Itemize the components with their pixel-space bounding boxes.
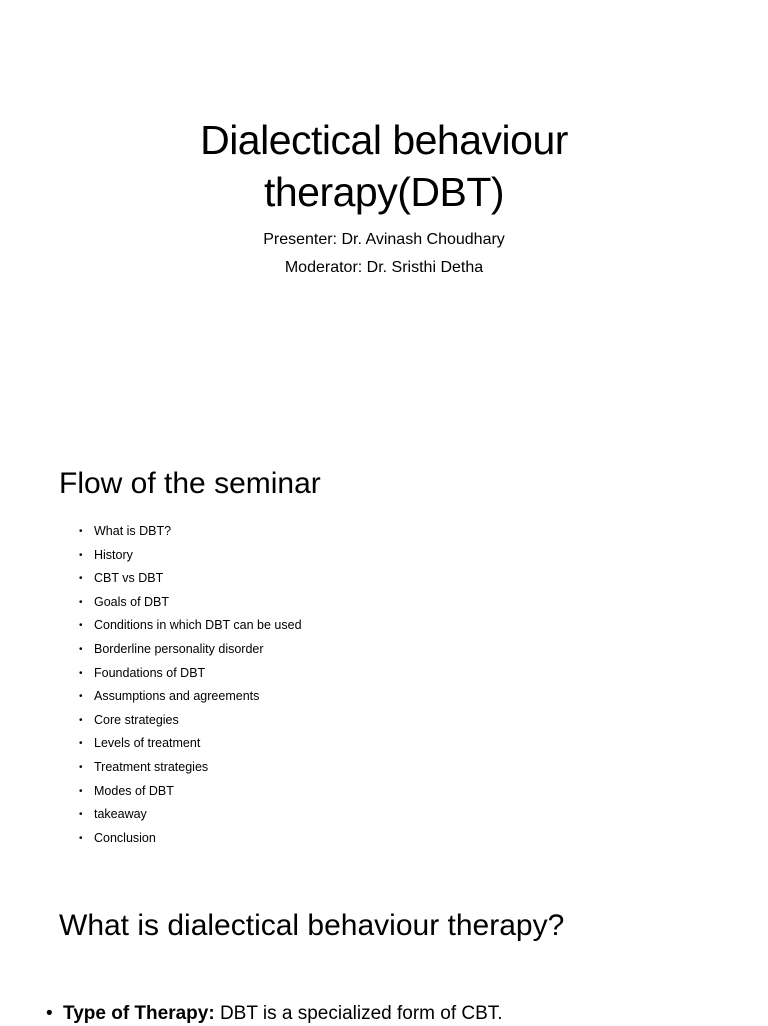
list-item — [78, 614, 302, 638]
list-item — [78, 567, 302, 591]
point-text: DBT is a specialized form of CBT. — [214, 1003, 503, 1024]
list-item-label: Modes of DBT — [94, 783, 174, 798]
list-item — [78, 780, 302, 804]
presentation-title — [0, 114, 768, 218]
list-item-label: Conditions in which DBT can be used — [94, 618, 302, 633]
list-item — [46, 1002, 503, 1026]
list-item-label: takeaway — [94, 807, 147, 822]
bullet-icon: • — [79, 573, 83, 585]
moderator-line: Moderator: Dr. Sristhi Detha — [284, 259, 484, 276]
title-slide — [0, 0, 768, 440]
list-item — [78, 544, 302, 568]
list-item-label: Goals of DBT — [94, 594, 170, 609]
list-item-label: Levels of treatment — [94, 736, 201, 751]
flow-slide — [0, 440, 768, 880]
list-item — [78, 732, 302, 756]
list-item-label: Core strategies — [94, 712, 179, 727]
list-item-label: History — [94, 547, 133, 562]
bullet-icon: • — [79, 620, 83, 632]
bullet-icon: • — [79, 667, 83, 679]
bullet-icon: • — [79, 596, 83, 608]
bullet-icon: • — [79, 832, 83, 844]
what-is-slide — [0, 880, 768, 1024]
list-item-label: CBT vs DBT — [94, 571, 164, 586]
title-line-1: Dialectical behaviour — [200, 117, 568, 163]
bullet-icon: • — [79, 809, 83, 821]
bullet-icon: • — [79, 549, 83, 561]
bullet-icon: • — [79, 714, 83, 726]
list-item — [78, 803, 302, 827]
title-line-2: therapy(DBT) — [263, 169, 505, 215]
list-item-label: Assumptions and agreements — [94, 689, 260, 704]
bullet-icon: • — [79, 691, 83, 703]
list-item-label: Borderline personality disorder — [94, 641, 264, 656]
list-item — [78, 520, 302, 544]
bullet-icon: • — [79, 643, 83, 655]
flow-list — [78, 520, 302, 850]
list-item — [78, 756, 302, 780]
list-item — [78, 591, 302, 615]
bullet-icon: • — [46, 1003, 53, 1024]
list-item — [78, 662, 302, 686]
presenter-line: Presenter: Dr. Avinash Choudhary — [263, 231, 505, 248]
list-item-label: What is DBT? — [94, 524, 172, 538]
bullet-icon: • — [79, 738, 83, 750]
list-item-label: Treatment strategies — [94, 759, 209, 774]
bullet-icon: • — [79, 526, 83, 537]
flow-heading: Flow of the seminar — [59, 467, 321, 500]
list-item — [78, 709, 302, 733]
list-item — [78, 638, 302, 662]
list-item — [78, 827, 302, 851]
bullet-icon: • — [79, 785, 83, 797]
list-item-label: Conclusion — [94, 830, 156, 845]
list-item-label: Foundations of DBT — [94, 665, 206, 680]
bullet-icon: • — [79, 761, 83, 773]
point-label: Type of Therapy: — [63, 1003, 215, 1024]
list-item — [78, 685, 302, 709]
what-is-heading: What is dialectical behaviour therapy? — [59, 909, 565, 942]
what-is-list — [46, 1002, 503, 1026]
